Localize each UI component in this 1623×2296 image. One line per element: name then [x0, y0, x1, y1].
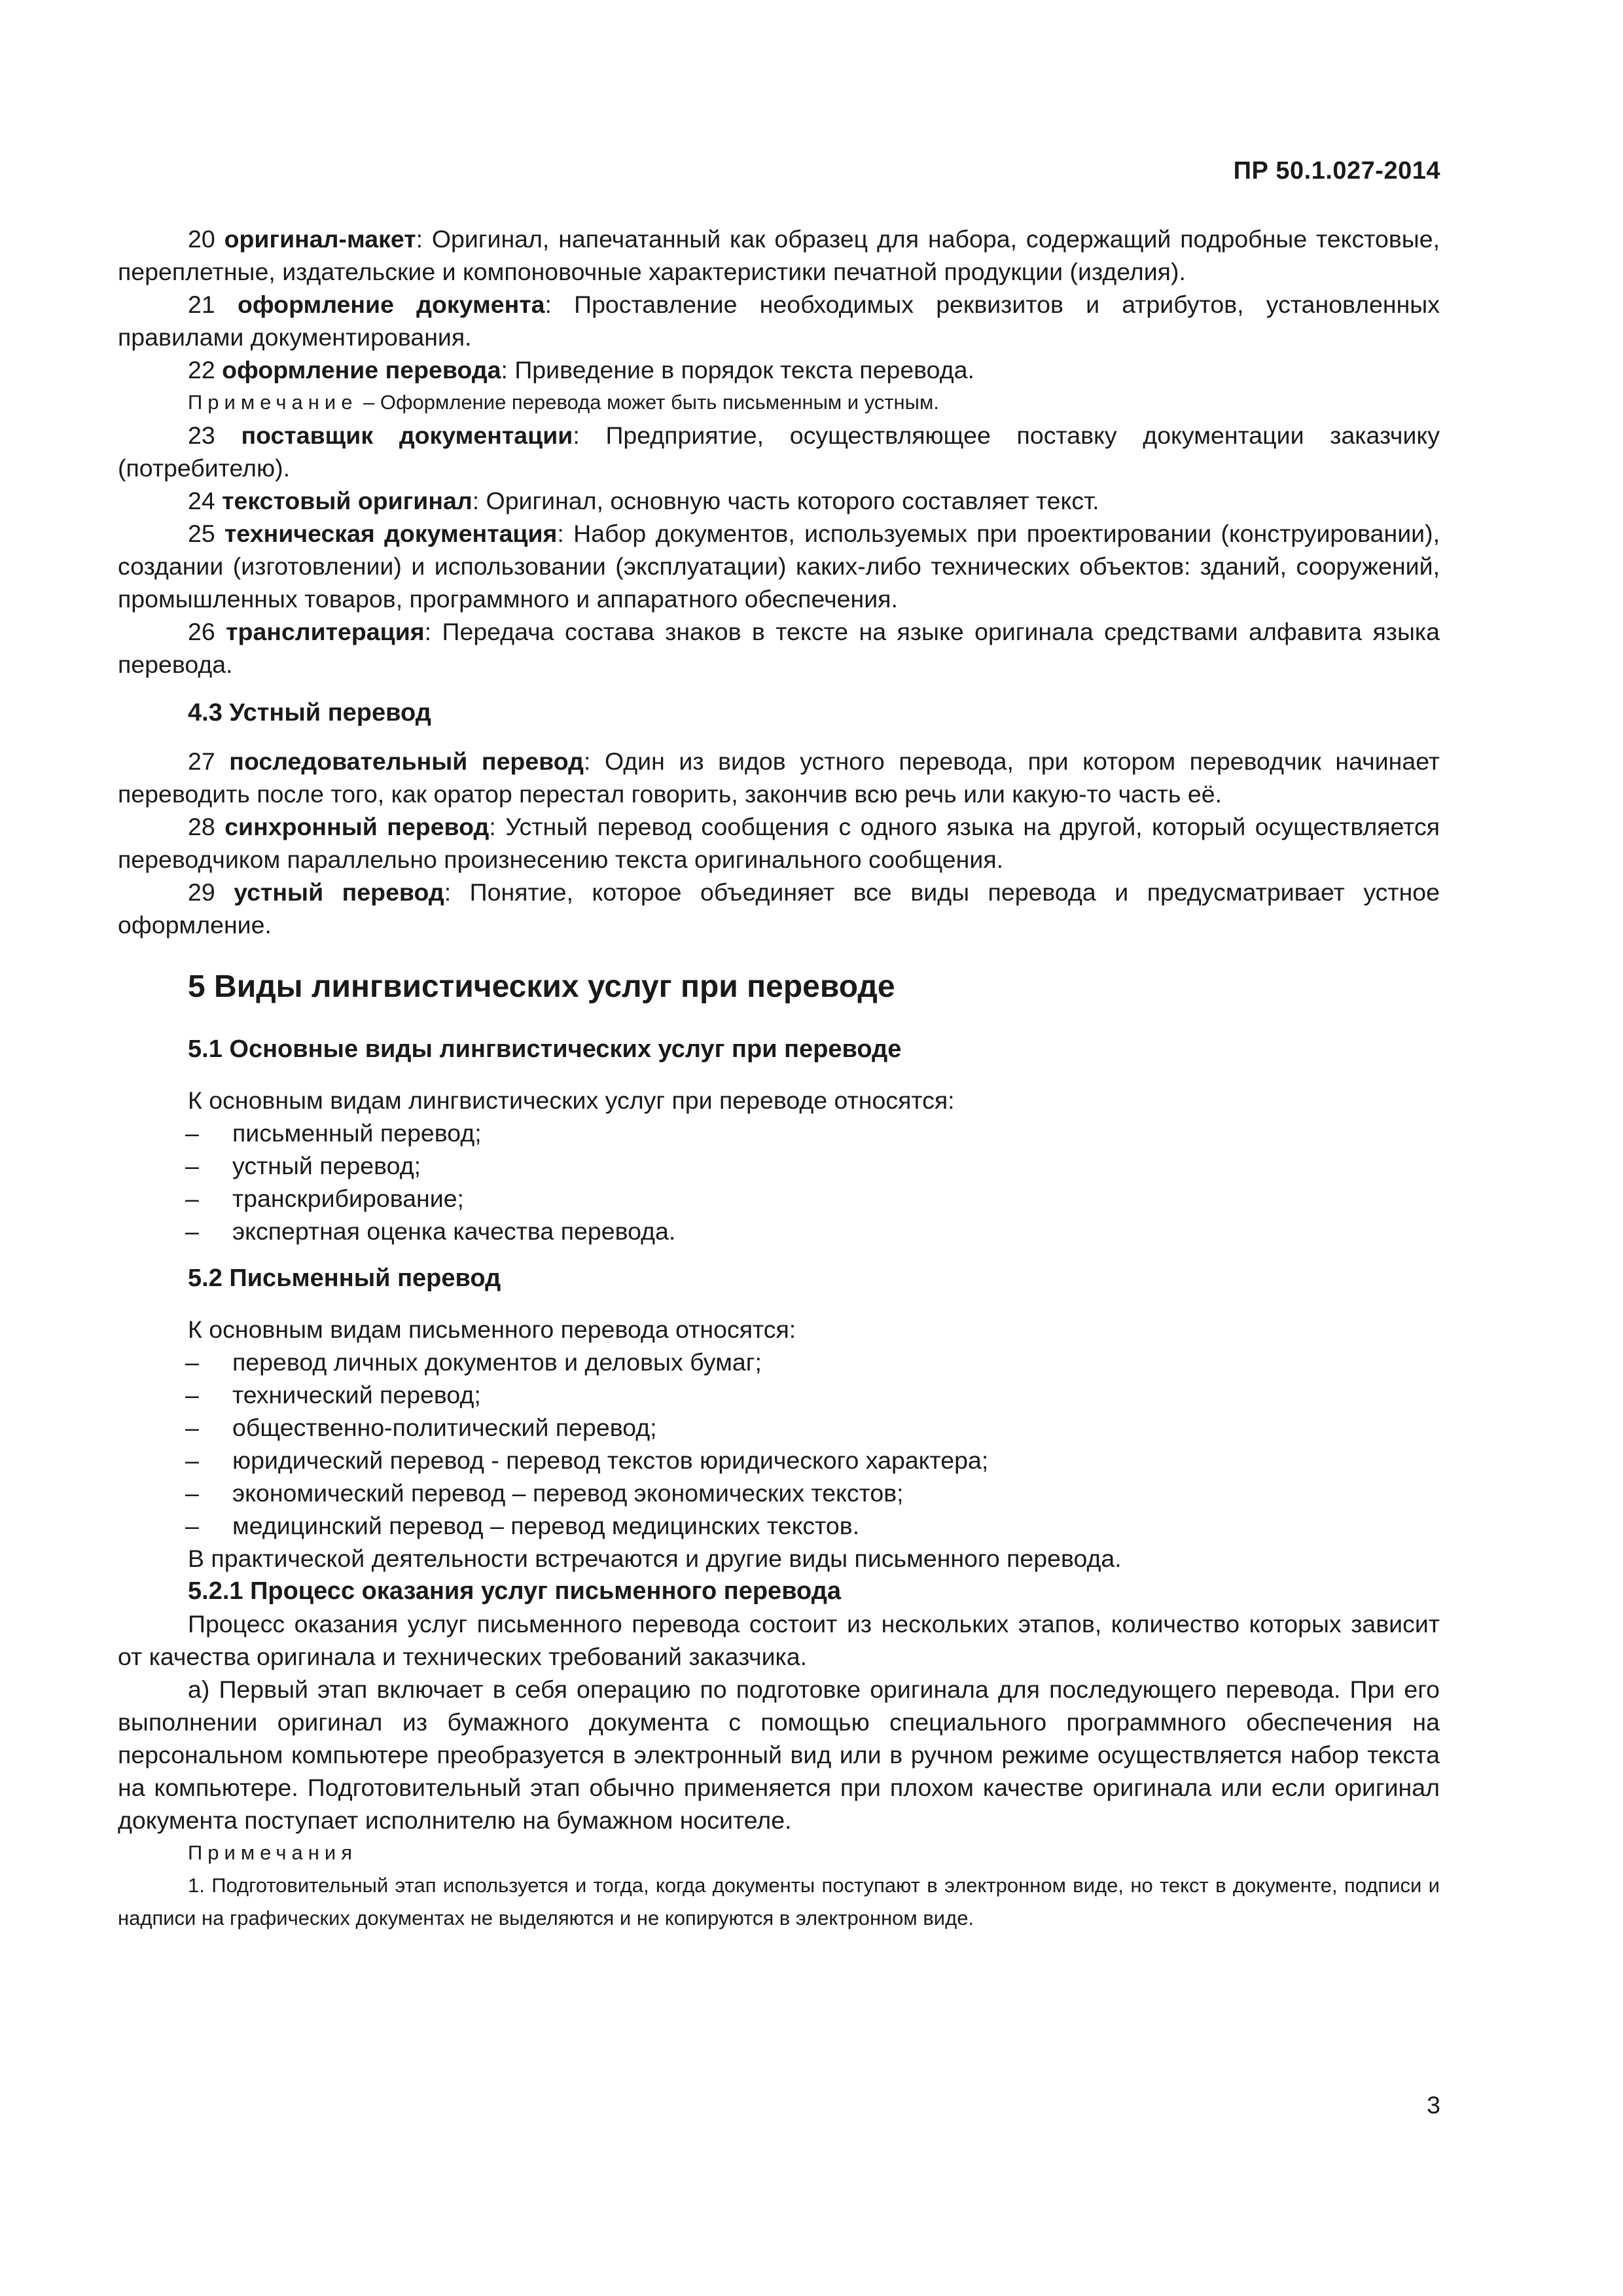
term-definition: : Проставление необходимых реквизитов и атрибутов, установленных правилами документирования.: [118, 291, 1440, 351]
term-definition: : Один из видов устного перевода, при котором переводчик начинает переводить после того, как оратор перестал говорить, закончив всю речь или какую-то часть её.: [118, 747, 1440, 808]
paragraph: Процесс оказания услуг письменного перевода состоит из нескольких этапов, количество которых зависит от качества оригинала и технических требований заказчика.: [118, 1610, 1440, 1670]
dash-marker: –: [185, 1185, 199, 1212]
dash-marker: –: [185, 1512, 199, 1539]
notes-label: Примечания: [188, 1841, 357, 1864]
list-item: [118, 1149, 1440, 1182]
page-content: [118, 223, 1440, 1935]
term-name: поставщик документации: [241, 422, 573, 449]
list-item: [118, 1117, 1440, 1149]
dash-marker: –: [185, 1414, 199, 1441]
term-number: 22: [188, 356, 215, 384]
list-item-text: письменный перевод;: [232, 1119, 482, 1147]
note-1: 1. Подготовительный этап используется и тогда, когда документы поступают в электронном виде, но текст в документе, подписи и надписи на графических документах не выделяются и не копируются в электронном виде.: [118, 1874, 1440, 1929]
list-item: [118, 1444, 1440, 1477]
term-entry: [118, 876, 1440, 941]
list-item: [118, 1346, 1440, 1378]
term-definition: : Приведение в порядок текста перевода.: [501, 356, 974, 384]
dash-marker: –: [185, 1446, 199, 1474]
term-entry: [118, 288, 1440, 353]
list-item: [118, 1378, 1440, 1411]
term-entry: [118, 745, 1440, 810]
term-entry: [118, 223, 1440, 288]
section-intro: К основным видам лингвистических услуг при переводе относятся:: [188, 1086, 955, 1114]
list-item-text: общественно-политический перевод;: [232, 1414, 657, 1441]
notes-heading: [118, 1837, 1440, 1869]
term-number: 21: [188, 291, 215, 318]
list-item-text: юридический перевод - перевод текстов юридического характера;: [232, 1446, 989, 1474]
dash-marker: –: [185, 1348, 199, 1376]
paragraph: а) Первый этап включает в себя операцию по подготовке оригинала для последующего перевода. При его выполнении оригинал из бумажного документа с помощью специального программного обеспечения на персональном компьютере преобразуется в электронный вид или в ручном режиме осуществляется набор текста на компьютере. Подготовительный этап обычно применяется при плохом качестве оригинала или если оригинал документа поступает исполнителю на бумажном носителе.: [118, 1676, 1440, 1834]
list-item-text: транскрибирование;: [232, 1185, 464, 1212]
term-number: 26: [188, 618, 215, 645]
term-entry: [118, 484, 1440, 517]
note-text: – Оформление перевода может быть письменным и устным.: [357, 391, 939, 414]
term-name: оформление документа: [237, 291, 545, 318]
section-heading-5-1: 5.1 Основные виды лингвистических услуг при переводе: [188, 1035, 902, 1063]
section-intro: К основным видам письменного перевода относятся:: [188, 1316, 796, 1343]
dash-marker: –: [185, 1119, 199, 1147]
list-item-text: перевод личных документов и деловых бумаг;: [232, 1348, 762, 1376]
term-name: устный перевод: [234, 878, 444, 906]
section-heading-5: 5 Виды лингвистических услуг при переводе: [188, 969, 895, 1004]
term-number: 28: [188, 813, 215, 840]
term-definition: : Устный перевод сообщения с одного языка на другой, который осуществляется переводчиком параллельно произнесению текста оригинального сообщения.: [118, 813, 1440, 873]
list-item-text: устный перевод;: [232, 1152, 421, 1179]
note-label: Примечание: [188, 391, 358, 414]
term-name: транслитерация: [226, 618, 425, 645]
list-item: [118, 1509, 1440, 1542]
services-list: [118, 1117, 1440, 1247]
list-item: [118, 1182, 1440, 1215]
term-definition: : Оригинал, напечатанный как образец для набора, содержащий подробные текстовые, переплетные, издательские и компоновочные характеристики печатной продукции (изделия).: [118, 225, 1440, 285]
term-definition: : Набор документов, используемых при проектировании (конструировании), создании (изготовлении) и использовании (эксплуатации) каких-либо технических объектов: зданий, сооружений, промышленных товаров, программного и аппаратного обеспечения.: [118, 520, 1440, 613]
term-number: 29: [188, 878, 215, 906]
term-name: последовательный перевод: [229, 747, 584, 775]
term-definition: : Оригинал, основную часть которого составляет текст.: [472, 487, 1099, 514]
term-definition: : Передача состава знаков в тексте на языке оригинала средствами алфавита языка перевода.: [118, 618, 1440, 678]
written-translation-list: [118, 1346, 1440, 1542]
section-heading-5-2: 5.2 Письменный перевод: [188, 1265, 501, 1292]
list-item-text: технический перевод;: [232, 1381, 481, 1408]
dash-marker: –: [185, 1152, 199, 1179]
term-entry: [118, 615, 1440, 681]
list-item: [118, 1477, 1440, 1509]
note: [118, 386, 1440, 419]
term-number: 23: [188, 422, 215, 449]
term-name: текстовый оригинал: [222, 487, 473, 514]
section-heading-5-2-1: 5.2.1 Процесс оказания услуг письменного перевода: [188, 1577, 842, 1605]
term-name: оформление перевода: [222, 356, 501, 384]
term-definition: : Предприятие, осуществляющее поставку документации заказчику (потребителю).: [118, 422, 1440, 482]
list-item-text: экономический перевод – перевод экономических текстов;: [232, 1479, 904, 1507]
term-name: оригинал-макет: [224, 225, 416, 253]
term-number: 24: [188, 487, 215, 514]
section-outro: В практической деятельности встречаются и другие виды письменного перевода.: [188, 1545, 1122, 1572]
term-entry: [118, 517, 1440, 615]
list-item-text: медицинский перевод – перевод медицинских текстов.: [232, 1512, 860, 1539]
document-code: ПР 50.1.027-2014: [1233, 157, 1440, 185]
list-item-text: экспертная оценка качества перевода.: [232, 1217, 676, 1245]
list-item: [118, 1215, 1440, 1247]
term-entry: [118, 419, 1440, 484]
term-entry: [118, 810, 1440, 876]
term-entry: [118, 353, 1440, 386]
term-definition: : Понятие, которое объединяет все виды перевода и предусматривает устное оформление.: [118, 878, 1440, 939]
section-heading-4-3: 4.3 Устный перевод: [188, 699, 431, 726]
page-number: 3: [1427, 2091, 1440, 2119]
term-name: синхронный перевод: [224, 813, 490, 840]
term-number: 25: [188, 520, 215, 547]
term-name: техническая документация: [224, 520, 558, 547]
list-item: [118, 1411, 1440, 1444]
term-number: 20: [188, 225, 215, 253]
dash-marker: –: [185, 1381, 199, 1408]
term-number: 27: [188, 747, 215, 775]
dash-marker: –: [185, 1217, 199, 1245]
dash-marker: –: [185, 1479, 199, 1507]
